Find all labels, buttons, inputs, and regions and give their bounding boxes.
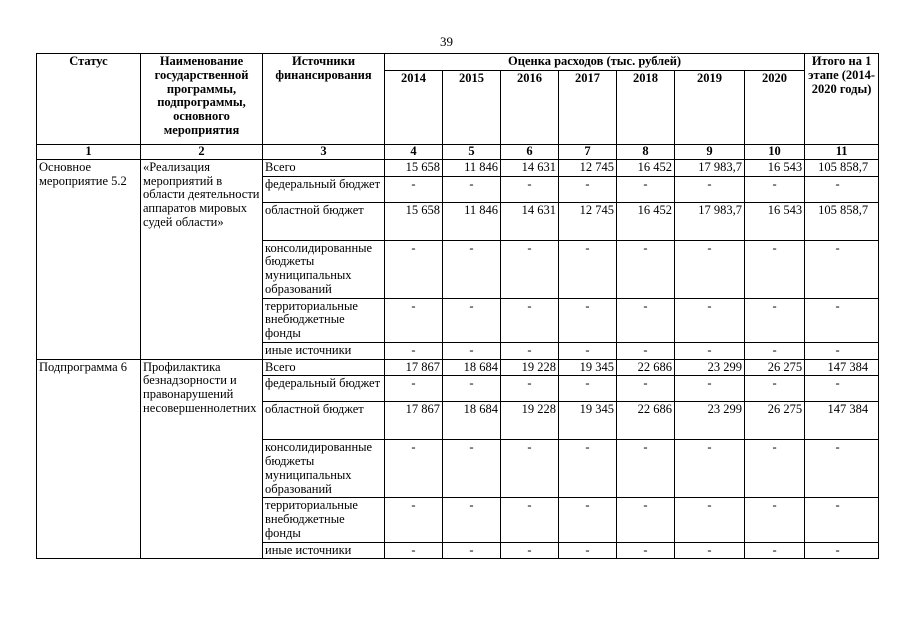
year-value-cell: 14 631 xyxy=(501,202,559,240)
page-number: 39 xyxy=(440,34,453,49)
header-year: 2018 xyxy=(617,71,675,145)
year-value-cell: 17 983,7 xyxy=(675,159,745,176)
year-value-cell: - xyxy=(617,240,675,298)
year-value-cell: - xyxy=(443,176,501,202)
total-value-cell: 105 858,7 xyxy=(805,202,879,240)
year-value-cell: 11 846 xyxy=(443,202,501,240)
total-value-cell: - xyxy=(805,298,879,342)
year-value-cell: 23 299 xyxy=(675,359,745,376)
year-value-cell: - xyxy=(501,176,559,202)
year-value-cell: 15 658 xyxy=(385,159,443,176)
total-value-cell: - xyxy=(805,342,879,359)
year-value-cell: - xyxy=(559,176,617,202)
year-value-cell: - xyxy=(559,342,617,359)
year-value-cell: 18 684 xyxy=(443,402,501,440)
funding-source-cell: иные источники xyxy=(263,542,385,559)
year-value-cell: - xyxy=(385,440,443,498)
year-value-cell: - xyxy=(559,298,617,342)
total-value-cell: - xyxy=(805,376,879,402)
year-value-cell: - xyxy=(443,440,501,498)
header-year: 2014 xyxy=(385,71,443,145)
budget-table xyxy=(36,53,879,559)
year-value-cell: - xyxy=(385,240,443,298)
column-number: 1 xyxy=(37,145,141,160)
header-year: 2015 xyxy=(443,71,501,145)
funding-source-cell: территориальные внебюджетные фонды xyxy=(263,498,385,542)
year-value-cell: - xyxy=(675,298,745,342)
column-number-row xyxy=(37,145,879,160)
column-number: 9 xyxy=(675,145,745,160)
year-value-cell: 11 846 xyxy=(443,159,501,176)
status-cell: Основное мероприятие 5.2 xyxy=(37,159,141,359)
funding-source-cell: областной бюджет xyxy=(263,402,385,440)
year-value-cell: 12 745 xyxy=(559,159,617,176)
year-value-cell: - xyxy=(675,440,745,498)
year-value-cell: 16 543 xyxy=(745,202,805,240)
year-value-cell: - xyxy=(385,498,443,542)
funding-source-cell: областной бюджет xyxy=(263,202,385,240)
year-value-cell: - xyxy=(501,498,559,542)
year-value-cell: - xyxy=(385,342,443,359)
column-number: 10 xyxy=(745,145,805,160)
header-year: 2020 xyxy=(745,71,805,145)
year-value-cell: - xyxy=(501,542,559,559)
year-value-cell: - xyxy=(443,298,501,342)
year-value-cell: 17 867 xyxy=(385,359,443,376)
year-value-cell: - xyxy=(559,376,617,402)
year-value-cell: - xyxy=(385,298,443,342)
total-value-cell: 105 858,7 xyxy=(805,159,879,176)
year-value-cell: - xyxy=(617,176,675,202)
year-value-cell: - xyxy=(559,440,617,498)
year-value-cell: - xyxy=(617,498,675,542)
year-value-cell: 22 686 xyxy=(617,402,675,440)
year-value-cell: - xyxy=(501,342,559,359)
funding-source-cell: иные источники xyxy=(263,342,385,359)
header-sources: Источники финансирования xyxy=(263,54,385,145)
year-value-cell: - xyxy=(745,376,805,402)
column-number: 3 xyxy=(263,145,385,160)
year-value-cell: - xyxy=(385,542,443,559)
year-value-cell: - xyxy=(443,542,501,559)
year-value-cell: - xyxy=(675,176,745,202)
year-value-cell: - xyxy=(385,376,443,402)
year-value-cell: - xyxy=(501,240,559,298)
column-number: 11 xyxy=(805,145,879,160)
column-number: 6 xyxy=(501,145,559,160)
year-value-cell: 26 275 xyxy=(745,402,805,440)
year-value-cell: 14 631 xyxy=(501,159,559,176)
year-value-cell: 16 543 xyxy=(745,159,805,176)
column-number: 4 xyxy=(385,145,443,160)
header-program-name: Наименование государственной программы, подпрограммы, основного мероприятия xyxy=(141,54,263,145)
total-value-cell: - xyxy=(805,176,879,202)
year-value-cell: 19 345 xyxy=(559,402,617,440)
year-value-cell: 16 452 xyxy=(617,159,675,176)
year-value-cell: - xyxy=(617,440,675,498)
program-name-cell: Профилактика безнадзорности и правонарушений несовершеннолетних xyxy=(141,359,263,559)
total-value-cell: - xyxy=(805,440,879,498)
year-value-cell: - xyxy=(675,240,745,298)
year-value-cell: 17 867 xyxy=(385,402,443,440)
funding-source-cell: федеральный бюджет xyxy=(263,376,385,402)
year-value-cell: 12 745 xyxy=(559,202,617,240)
table-row xyxy=(37,159,879,176)
column-number: 7 xyxy=(559,145,617,160)
funding-source-cell: Всего xyxy=(263,159,385,176)
year-value-cell: - xyxy=(745,542,805,559)
year-value-cell: - xyxy=(443,376,501,402)
year-value-cell: - xyxy=(501,376,559,402)
column-number: 5 xyxy=(443,145,501,160)
year-value-cell: - xyxy=(559,498,617,542)
year-value-cell: 19 345 xyxy=(559,359,617,376)
year-value-cell: 19 228 xyxy=(501,402,559,440)
header-year: 2016 xyxy=(501,71,559,145)
year-value-cell: - xyxy=(745,176,805,202)
header-year: 2019 xyxy=(675,71,745,145)
year-value-cell: - xyxy=(617,376,675,402)
status-cell: Подпрограмма 6 xyxy=(37,359,141,559)
year-value-cell: - xyxy=(675,498,745,542)
year-value-cell: - xyxy=(617,542,675,559)
year-value-cell: - xyxy=(745,342,805,359)
year-value-cell: 18 684 xyxy=(443,359,501,376)
total-value-cell: - xyxy=(805,498,879,542)
header-year: 2017 xyxy=(559,71,617,145)
table-row xyxy=(37,359,879,376)
funding-source-cell: территориальные внебюджетные фонды xyxy=(263,298,385,342)
year-value-cell: - xyxy=(385,176,443,202)
year-value-cell: - xyxy=(675,376,745,402)
funding-source-cell: федеральный бюджет xyxy=(263,176,385,202)
year-value-cell: 23 299 xyxy=(675,402,745,440)
year-value-cell: - xyxy=(443,342,501,359)
year-value-cell: - xyxy=(501,440,559,498)
year-value-cell: 19 228 xyxy=(501,359,559,376)
year-value-cell: - xyxy=(745,498,805,542)
year-value-cell: - xyxy=(745,440,805,498)
total-value-cell: - xyxy=(805,240,879,298)
program-name-cell: «Реализация мероприятий в области деятельности аппаратов мировых судей области» xyxy=(141,159,263,359)
header-total: Итого на 1 этапе (2014-2020 годы) xyxy=(805,54,879,145)
year-value-cell: 16 452 xyxy=(617,202,675,240)
year-value-cell: 22 686 xyxy=(617,359,675,376)
year-value-cell: - xyxy=(675,342,745,359)
column-number: 8 xyxy=(617,145,675,160)
year-value-cell: 26 275 xyxy=(745,359,805,376)
total-value-cell: 147 384 xyxy=(805,359,879,376)
year-value-cell: - xyxy=(745,240,805,298)
year-value-cell: - xyxy=(443,498,501,542)
year-value-cell: - xyxy=(675,542,745,559)
funding-source-cell: Всего xyxy=(263,359,385,376)
year-value-cell: 17 983,7 xyxy=(675,202,745,240)
header-status: Статус xyxy=(37,54,141,145)
year-value-cell: - xyxy=(559,240,617,298)
funding-source-cell: консолидированные бюджеты муниципальных образований xyxy=(263,440,385,498)
year-value-cell: - xyxy=(443,240,501,298)
year-value-cell: - xyxy=(617,298,675,342)
year-value-cell: - xyxy=(559,542,617,559)
column-number: 2 xyxy=(141,145,263,160)
total-value-cell: - xyxy=(805,542,879,559)
total-value-cell: 147 384 xyxy=(805,402,879,440)
header-estimate: Оценка расходов (тыс. рублей) xyxy=(385,54,805,71)
year-value-cell: - xyxy=(745,298,805,342)
year-value-cell: - xyxy=(501,298,559,342)
funding-source-cell: консолидированные бюджеты муниципальных образований xyxy=(263,240,385,298)
year-value-cell: 15 658 xyxy=(385,202,443,240)
year-value-cell: - xyxy=(617,342,675,359)
